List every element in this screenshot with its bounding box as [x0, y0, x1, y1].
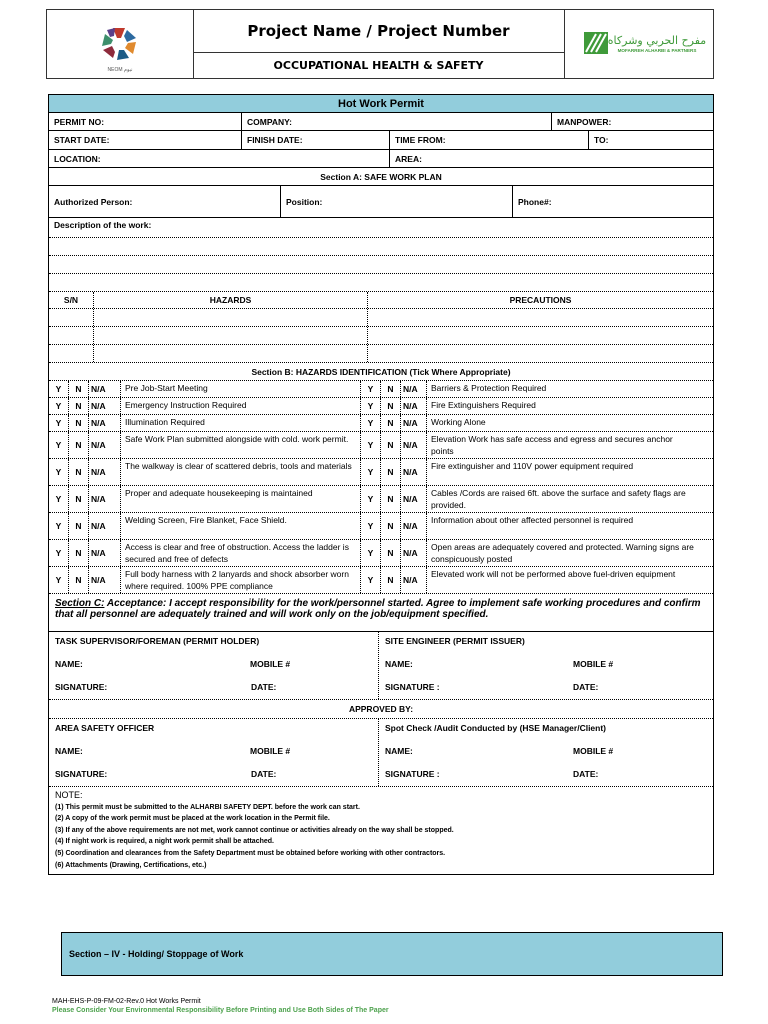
no-option[interactable]: N	[381, 513, 401, 539]
hazards-header-row	[49, 292, 713, 309]
hazard-item-label: Full body harness with 2 lanyards and shock absorber worn where required. 100% PPE compliance	[121, 567, 361, 593]
holder-signature-field[interactable]: SIGNATURE:	[55, 682, 108, 692]
hazard-item-label: Open areas are adequately covered and protected. Warning signs are conspicuously posted	[431, 542, 694, 564]
svg-text:MOFARREH ALHARBI & PARTNERS: MOFARREH ALHARBI & PARTNERS	[617, 48, 697, 53]
yes-option[interactable]: Y	[49, 513, 69, 539]
section-c-label: Section C:	[55, 598, 105, 609]
na-option[interactable]: N/A	[89, 381, 121, 397]
description-line[interactable]	[49, 274, 713, 292]
hazard-item-label: Barriers & Protection Required	[431, 383, 547, 393]
yes-option[interactable]: Y	[361, 486, 381, 512]
checklist-row	[49, 513, 713, 540]
na-option[interactable]: N/A	[401, 398, 427, 414]
hazard-item-label: Access is clear and free of obstruction. Access the ladder is secured and free of defects	[121, 540, 361, 566]
note-item: (2) A copy of the work permit must be placed at the work location in the Permit file.	[55, 815, 330, 823]
yes-option[interactable]: Y	[361, 540, 381, 566]
checklist-row	[49, 398, 713, 415]
yes-option[interactable]: Y	[361, 432, 381, 458]
note-item: (4) If night work is required, a night work permit shall be attached.	[55, 838, 274, 846]
section-a-heading: Section A: SAFE WORK PLAN	[49, 168, 713, 186]
holder-issuer-block	[49, 632, 713, 700]
na-option[interactable]: N/A	[89, 513, 121, 539]
no-option[interactable]: N	[69, 540, 89, 566]
spot-check-heading: Spot Check /Audit Conducted by (HSE Manager/Client)	[385, 723, 607, 733]
precautions-header: PRECAUTIONS	[509, 295, 572, 305]
authorized-person-field[interactable]: Authorized Person:	[49, 186, 281, 217]
hazard-item-label: Elevation Work has safe access and egress and secures anchor points	[431, 434, 673, 456]
yes-option[interactable]: Y	[49, 432, 69, 458]
work-description-row[interactable]	[49, 218, 713, 238]
checklist-row	[49, 381, 713, 398]
holder-name-field[interactable]: NAME:	[55, 659, 83, 669]
auditor-name-field[interactable]: NAME:	[385, 746, 413, 756]
na-option[interactable]: N/A	[89, 540, 121, 566]
yes-option[interactable]: Y	[49, 381, 69, 397]
location-field[interactable]: LOCATION:	[49, 150, 390, 167]
issuer-signature-field[interactable]: SIGNATURE :	[385, 682, 440, 692]
notes-section	[49, 787, 713, 874]
no-option[interactable]: N	[381, 540, 401, 566]
holder-date-field[interactable]: DATE:	[251, 682, 277, 692]
hazard-item-label: Cables /Cords are raised 6ft. above the surface and safety flags are provided.	[431, 488, 686, 510]
officer-signature-field[interactable]: SIGNATURE:	[55, 769, 108, 779]
na-option[interactable]: N/A	[89, 432, 121, 458]
checklist-row	[49, 540, 713, 567]
environment-note: Please Consider Your Environmental Responsibility Before Printing and Use Both Sides of The Paper	[52, 1007, 389, 1014]
issuer-name-field[interactable]: NAME:	[385, 659, 413, 669]
section-c-text: Acceptance: I accept responsibility for the work/personnel started. Agree to implement safe working procedures and confirm that all personnel are adequately trained and will work only on the job/equipment specified.	[55, 598, 701, 620]
section-iv-holding-stoppage: Section – IV - Holding/ Stoppage of Work	[61, 932, 723, 976]
hazard-entry-row[interactable]	[49, 309, 713, 327]
document-subtitle: OCCUPATIONAL HEALTH & SAFETY	[273, 58, 484, 72]
hazard-item-label: Illumination Required	[121, 415, 361, 431]
approved-by-heading: APPROVED BY:	[49, 700, 713, 719]
hazard-item-label: Information about other affected personnel is required	[431, 515, 634, 525]
hazard-item-label: Proper and adequate housekeeping is maintained	[121, 486, 361, 512]
no-option[interactable]: N	[69, 432, 89, 458]
no-option[interactable]: N	[381, 459, 401, 485]
hazard-item-label: Safe Work Plan submitted alongside with cold. work permit.	[121, 432, 361, 458]
description-line[interactable]	[49, 238, 713, 256]
yes-option[interactable]: Y	[361, 415, 381, 431]
issuer-mobile-field[interactable]: MOBILE #	[573, 659, 614, 669]
position-field[interactable]: Position:	[281, 186, 513, 217]
no-option[interactable]: N	[69, 486, 89, 512]
yes-option[interactable]: Y	[49, 486, 69, 512]
yes-option[interactable]: Y	[49, 415, 69, 431]
officer-date-field[interactable]: DATE:	[251, 769, 277, 779]
checklist-row	[49, 415, 713, 432]
document-code: MAH-EHS-P-09-FM-02-Rev.0 Hot Works Permit	[52, 998, 201, 1005]
holder-mobile-field[interactable]: MOBILE #	[250, 659, 291, 669]
start-date-field[interactable]: START DATE:	[49, 131, 242, 149]
location-row	[49, 150, 713, 168]
no-option[interactable]: N	[69, 415, 89, 431]
yes-option[interactable]: Y	[361, 513, 381, 539]
sn-header: S/N	[49, 292, 94, 308]
checklist-row	[49, 432, 713, 459]
officer-mobile-field[interactable]: MOBILE #	[250, 746, 291, 756]
issuer-date-field[interactable]: DATE:	[573, 682, 599, 692]
auditor-mobile-field[interactable]: MOBILE #	[573, 746, 614, 756]
hazard-item-label: Working Alone	[431, 417, 486, 427]
task-supervisor-heading: TASK SUPERVISOR/FOREMAN (PERMIT HOLDER)	[55, 636, 260, 646]
no-option[interactable]: N	[69, 567, 89, 593]
hazard-item-label: The walkway is clear of scattered debris, tools and materials	[121, 459, 361, 485]
finish-date-field[interactable]: FINISH DATE:	[242, 131, 390, 149]
na-option[interactable]: N/A	[401, 567, 427, 593]
svg-text:NEOM نيوم: NEOM نيوم	[107, 67, 133, 73]
yes-option[interactable]: Y	[361, 459, 381, 485]
phone-field[interactable]: Phone#:	[518, 196, 552, 207]
neom-logo	[47, 10, 194, 78]
hazard-item-label: Elevated work will not be performed above fuel-driven equipment	[431, 569, 676, 579]
yes-option[interactable]: Y	[361, 381, 381, 397]
company-logo	[564, 10, 715, 78]
hazard-item-label: Pre Job-Start Meeting	[121, 381, 361, 397]
time-to-field[interactable]: TO:	[594, 135, 609, 145]
dates-row	[49, 131, 713, 150]
no-option[interactable]: N	[381, 486, 401, 512]
section-c-acceptance	[49, 594, 713, 632]
note-item: (6) Attachments (Drawing, Certifications, etc.)	[55, 861, 207, 869]
permit-info-row	[49, 113, 713, 131]
yes-option[interactable]: Y	[361, 398, 381, 414]
no-option[interactable]: N	[381, 415, 401, 431]
checklist-row	[49, 567, 713, 594]
section-b-heading: Section B: HAZARDS IDENTIFICATION (Tick Where Appropriate)	[49, 363, 713, 381]
description-line[interactable]	[49, 256, 713, 274]
na-option[interactable]: N/A	[89, 398, 121, 414]
auditor-date-field[interactable]: DATE:	[573, 769, 599, 779]
no-option[interactable]: N	[381, 567, 401, 593]
hazard-item-label: Fire extinguisher and 110V power equipment required	[431, 461, 634, 471]
note-item: (5) Coordination and clearances from the Safety Department must be obtained before working with other contractors.	[55, 849, 446, 857]
no-option[interactable]: N	[381, 432, 401, 458]
hazards-header: HAZARDS	[94, 292, 368, 308]
na-option[interactable]: N/A	[401, 513, 427, 539]
na-option[interactable]: N/A	[89, 567, 121, 593]
na-option[interactable]: N/A	[89, 459, 121, 485]
na-option[interactable]: N/A	[401, 486, 427, 512]
no-option[interactable]: N	[381, 398, 401, 414]
note-item: (3) If any of the above requirements are not met, work cannot continue or activities already on the way shall be stopped.	[55, 826, 454, 834]
na-option[interactable]: N/A	[401, 540, 427, 566]
permit-holder-block	[49, 632, 379, 699]
no-option[interactable]: N	[69, 513, 89, 539]
no-option[interactable]: N	[69, 381, 89, 397]
form-title: Hot Work Permit	[49, 95, 713, 113]
hazard-item-label: Fire Extinguishers Required	[431, 400, 536, 410]
area-field[interactable]: AREA:	[395, 153, 422, 164]
no-option[interactable]: N	[381, 381, 401, 397]
authorized-row	[49, 186, 713, 218]
na-option[interactable]: N/A	[401, 459, 427, 485]
spot-check-block	[379, 719, 713, 786]
no-option[interactable]: N	[69, 459, 89, 485]
na-option[interactable]: N/A	[401, 381, 427, 397]
approval-block	[49, 719, 713, 787]
hazard-item-label: Emergency Instruction Required	[121, 398, 361, 414]
checklist-row	[49, 486, 713, 513]
auditor-signature-field[interactable]: SIGNATURE :	[385, 769, 440, 779]
permit-no-field[interactable]: PERMIT NO:	[49, 113, 242, 130]
yes-option[interactable]: Y	[49, 540, 69, 566]
yes-option[interactable]: Y	[49, 398, 69, 414]
no-option[interactable]: N	[69, 398, 89, 414]
hazard-entry-row[interactable]	[49, 327, 713, 345]
area-safety-officer-heading: AREA SAFETY OFFICER	[55, 723, 155, 733]
yes-option[interactable]: Y	[361, 567, 381, 593]
document-header	[46, 9, 714, 79]
na-option[interactable]: N/A	[401, 432, 427, 458]
yes-option[interactable]: Y	[49, 567, 69, 593]
site-engineer-heading: SITE ENGINEER (PERMIT ISSUER)	[385, 636, 525, 646]
project-title: Project Name / Project Number	[193, 10, 564, 53]
hazard-checklist	[49, 381, 713, 594]
time-from-field[interactable]: TIME FROM:	[390, 131, 589, 149]
permit-issuer-block	[379, 632, 713, 699]
yes-option[interactable]: Y	[49, 459, 69, 485]
hazard-item-label: Welding Screen, Fire Blanket, Face Shield.	[121, 513, 361, 539]
note-item: (1) This permit must be submitted to the ALHARBI SAFETY DEPT. before the work can start.	[55, 803, 360, 811]
area-safety-officer-block	[49, 719, 379, 786]
na-option[interactable]: N/A	[401, 415, 427, 431]
company-field[interactable]: COMPANY:	[242, 113, 552, 130]
na-option[interactable]: N/A	[89, 486, 121, 512]
officer-name-field[interactable]: NAME:	[55, 746, 83, 756]
svg-text:مفرح الحربي وشركاه: مفرح الحربي وشركاه	[607, 34, 707, 47]
na-option[interactable]: N/A	[89, 415, 121, 431]
work-description-label: Description of the work:	[54, 220, 152, 230]
manpower-field[interactable]: MANPOWER:	[557, 116, 612, 127]
notes-title: NOTE:	[55, 790, 83, 800]
checklist-row	[49, 459, 713, 486]
hazard-entry-row[interactable]	[49, 345, 713, 363]
hot-work-permit-form	[48, 94, 714, 875]
